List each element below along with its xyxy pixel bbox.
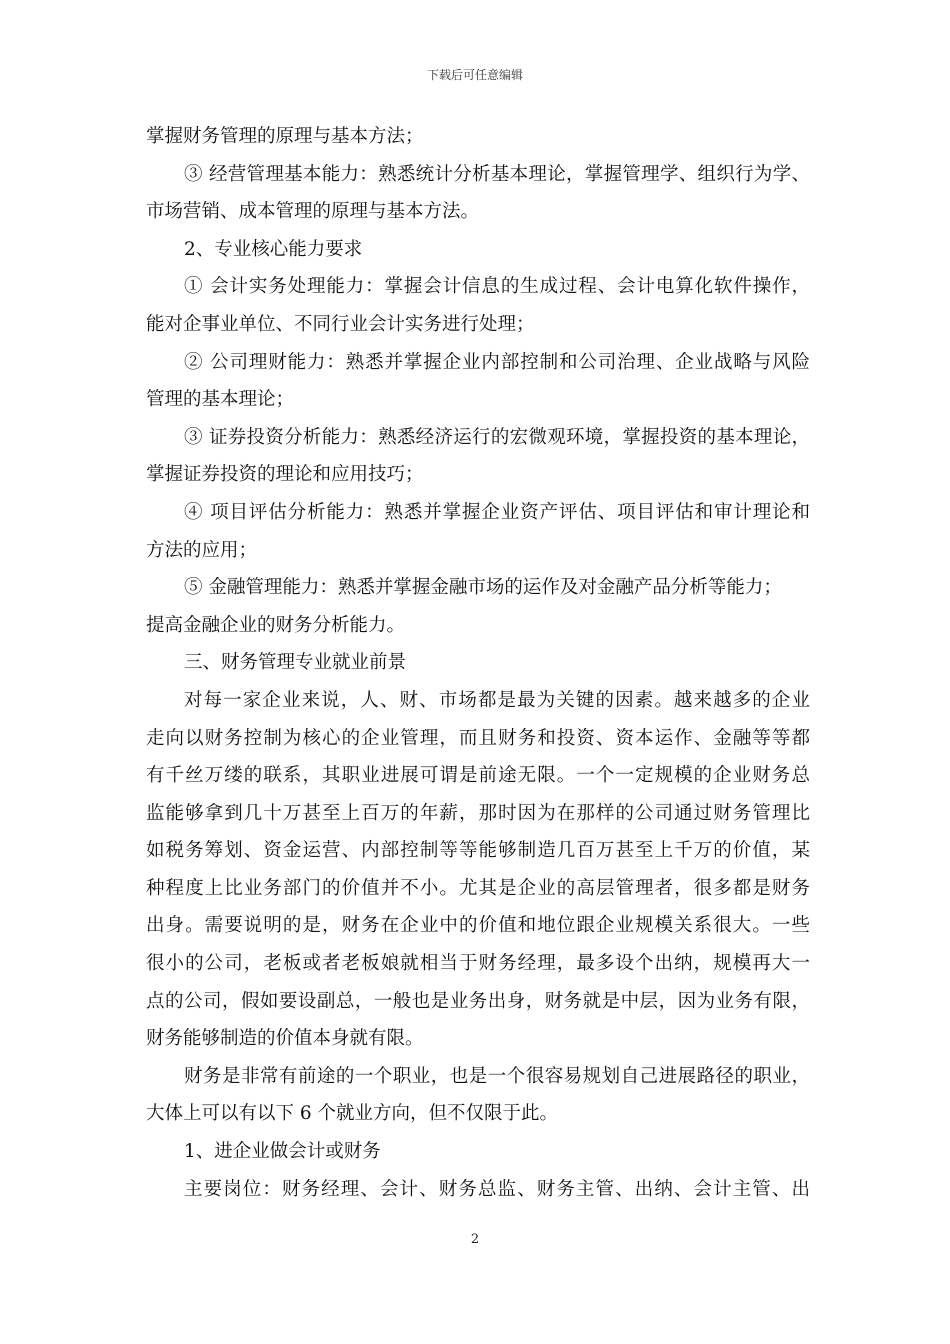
- page-header: 下载后可任意编辑: [426, 68, 523, 82]
- text-line: ③ 证券投资分析能力：熟悉经济运行的宏微观环境，掌握投资的基本理论，: [184, 426, 810, 448]
- text-line: ⑤ 金融管理能力：熟悉并掌握金融市场的运作及对金融产品分析等能力；: [184, 577, 782, 599]
- text-line: 主要岗位：财务经理、会计、财务总监、财务主管、出纳、会计主管、出: [184, 1178, 810, 1200]
- text-line: 如税务筹划、资金运营、内部控制等等能够制造几百万甚至上千万的价值，某: [146, 840, 810, 862]
- text-line: 出身。需要说明的是，财务在企业中的价值和地位跟企业规模关系很大。一些: [146, 915, 810, 937]
- text-line: 掌握财务管理的原理与基本方法；: [146, 126, 424, 147]
- text-line: ④ 项目评估分析能力：熟悉并掌握企业资产评估、项目评估和审计理论和: [184, 501, 810, 523]
- text-line: 能对企事业单位、不同行业会计实务进行处理；: [146, 313, 535, 335]
- text-line: 提高金融企业的财务分析能力。: [146, 614, 406, 636]
- text-line: 点的公司，假如要设副总，一般也是业务出身，财务就是中层，因为业务有限，: [146, 990, 810, 1012]
- text-line: 种程度上比业务部门的价值并不小。尤其是企业的高层管理者，很多都是财务: [146, 877, 810, 899]
- text-line: ③ 经营管理基本能力：熟悉统计分析基本理论，掌握管理学、组织行为学、: [184, 163, 810, 185]
- text-line: 有千丝万缕的联系，其职业进展可谓是前途无限。一个一定规模的企业财务总: [146, 765, 810, 787]
- text-line: 管理的基本理论；: [146, 389, 295, 411]
- document-body: [146, 118, 810, 1208]
- text-line: 监能够拿到几十万甚至上百万的年薪，那时因为在那样的公司通过财务管理比: [146, 802, 810, 824]
- page-number: 2: [470, 1232, 480, 1247]
- text-line: 方法的应用；: [146, 539, 258, 561]
- text-line: 财务能够制造的价值本身就有限。: [146, 1028, 424, 1050]
- section-heading: 2、专业核心能力要求: [184, 238, 363, 260]
- text-line: 财务是非常有前途的一个职业，也是一个很容易规划自己进展路径的职业，: [184, 1065, 810, 1087]
- text-line: 市场营销、成本管理的原理与基本方法。: [146, 201, 480, 223]
- text-line: 对每一家企业来说，人、财、市场都是最为关键的因素。越来越多的企业: [184, 689, 810, 711]
- text-line: 大体上可以有以下 6 个就业方向，但不仅限于此。: [146, 1103, 559, 1125]
- section-heading: 三、财务管理专业就业前景: [184, 652, 407, 674]
- text-line: ① 会计实务处理能力：掌握会计信息的生成过程、会计电算化软件操作，: [184, 276, 810, 298]
- text-line: ② 公司理财能力：熟悉并掌握企业内部控制和公司治理、企业战略与风险: [184, 351, 810, 373]
- text-line: 掌握证券投资的理论和应用技巧；: [146, 464, 424, 486]
- text-line: 很小的公司，老板或者老板娘就相当于财务经理，最多设个出纳，规模再大一: [146, 953, 810, 975]
- text-line: 走向以财务控制为核心的企业管理，而且财务和投资、资本运作、金融等等都: [146, 727, 810, 749]
- section-heading: 1、进企业做会计或财务: [184, 1141, 381, 1163]
